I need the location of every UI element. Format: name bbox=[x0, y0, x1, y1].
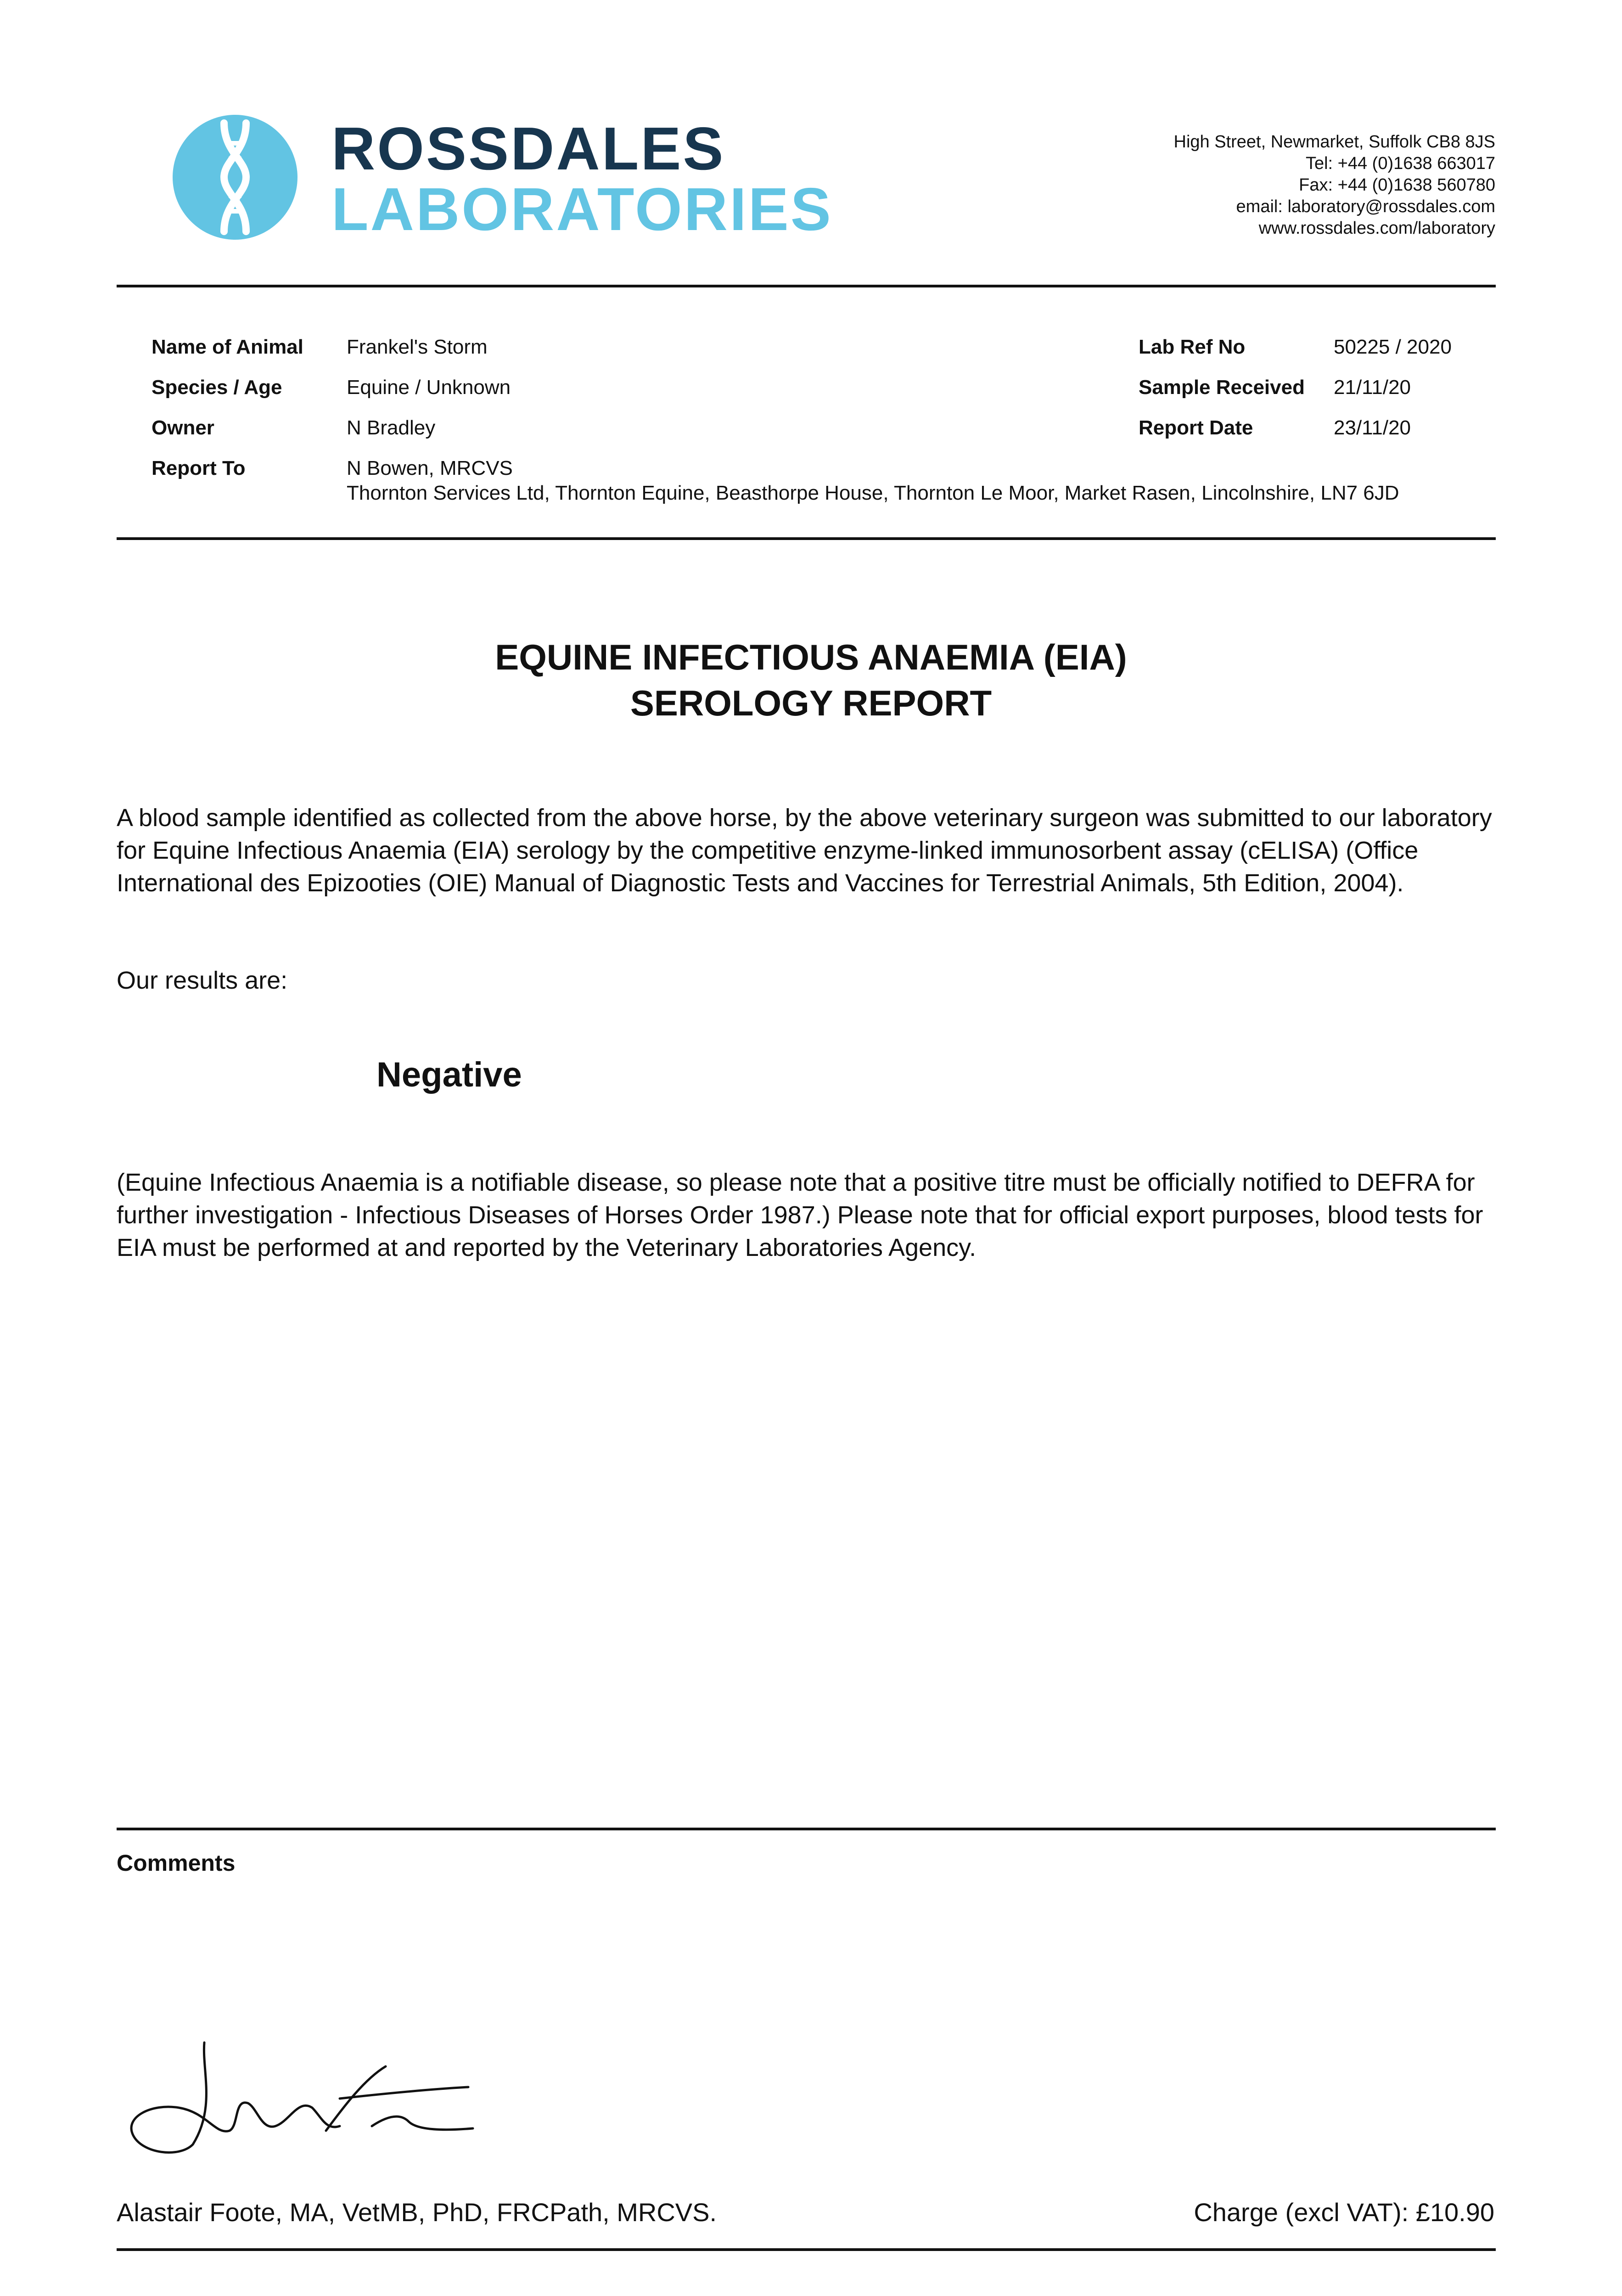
dna-helix-icon bbox=[173, 115, 297, 240]
report-subtitle: SEROLOGY REPORT bbox=[630, 683, 992, 723]
report-to-name: N Bowen, MRCVS bbox=[347, 457, 513, 479]
rossdales-logo bbox=[173, 115, 833, 248]
address-tel: Tel: +44 (0)1638 663017 bbox=[1305, 154, 1495, 173]
sample-received-label: Sample Received bbox=[1139, 376, 1305, 399]
signature bbox=[124, 2039, 482, 2158]
lab-ref-label: Lab Ref No bbox=[1139, 336, 1246, 358]
info-divider bbox=[117, 537, 1496, 540]
lab-ref-value: 50225 / 2020 bbox=[1334, 336, 1452, 358]
species-label: Species / Age bbox=[152, 376, 282, 399]
report-date-label: Report Date bbox=[1139, 416, 1253, 439]
notifiable-note: (Equine Infectious Anaemia is a notifiable disease, so please note that a positive titre must be officially notified to DEFRA for further investigation - Infectious Diseases of Horses Order 1987.) Please note that for official export purposes, blood tests for EIA must be performed at and reported by the Veterinary Laboratories Agency. bbox=[117, 1169, 1483, 1261]
lab-address bbox=[990, 131, 1495, 239]
address-fax: Fax: +44 (0)1638 560780 bbox=[1299, 175, 1495, 195]
brand-name: ROSSDALES bbox=[331, 115, 725, 182]
results-lead: Our results are: bbox=[117, 967, 288, 994]
intro-paragraph: A blood sample identified as collected from the above horse, by the above veterinary surgeon was submitted to our laboratory for Equine Infectious Anaemia (EIA) serology by the competitive enzyme-linked immunosorbent assay (cELISA) (Office International des Epizooties (OIE) Manual of Diagnostic Tests and Vaccines for Terrestrial Animals, 5th Edition, 2004). bbox=[117, 804, 1492, 897]
owner-value: N Bradley bbox=[347, 416, 436, 439]
sample-received-value: 21/11/20 bbox=[1334, 376, 1411, 399]
address-email: email: laboratory@rossdales.com bbox=[1236, 197, 1495, 216]
test-result: Negative bbox=[376, 1055, 522, 1094]
owner-label: Owner bbox=[152, 416, 214, 439]
report-to-label: Report To bbox=[152, 457, 246, 479]
address-street: High Street, Newmarket, Suffolk CB8 8JS bbox=[1173, 132, 1495, 152]
report-title: EQUINE INFECTIOUS ANAEMIA (EIA) bbox=[495, 637, 1127, 677]
name-value: Frankel's Storm bbox=[347, 336, 488, 358]
report-date-value: 23/11/20 bbox=[1334, 416, 1411, 439]
brand-subtitle: LABORATORIES bbox=[331, 175, 833, 243]
comments-label: Comments bbox=[117, 1850, 236, 1876]
name-label: Name of Animal bbox=[152, 336, 303, 358]
address-web: www.rossdales.com/laboratory bbox=[1258, 219, 1495, 238]
header-divider bbox=[117, 285, 1496, 287]
footer-divider bbox=[117, 2248, 1496, 2251]
report-to-address: Thornton Services Ltd, Thornton Equine, Beasthorpe House, Thornton Le Moor, Market Rasen, Lincolnshire, LN7 6JD bbox=[347, 482, 1399, 504]
comments-divider bbox=[117, 1828, 1496, 1830]
species-value: Equine / Unknown bbox=[347, 376, 511, 399]
signer-name: Alastair Foote, MA, VetMB, PhD, FRCPath, MRCVS. bbox=[117, 2198, 717, 2227]
charge-amount: Charge (excl VAT): £10.90 bbox=[1194, 2198, 1494, 2227]
